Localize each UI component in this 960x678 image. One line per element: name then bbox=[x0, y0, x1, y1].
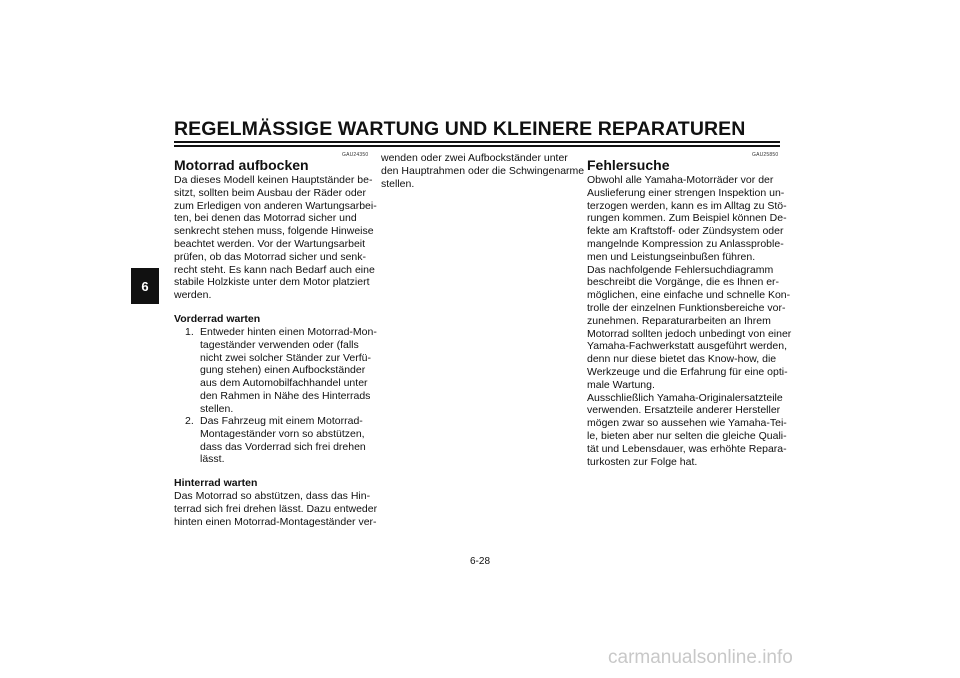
text-line: trolle der einzelnen Funktionsbereiche vor- bbox=[587, 301, 786, 314]
chapter-tab bbox=[131, 268, 159, 304]
text-line: stabile Holzkiste unter dem Motor platziert bbox=[174, 276, 370, 289]
intro-paragraph bbox=[174, 174, 377, 302]
text-line: Obwohl alle Yamaha-Motorräder vor der bbox=[587, 174, 774, 186]
text-line: beschreibt die Vorgänge, die es Ihnen er- bbox=[587, 276, 780, 289]
text-line: den Hauptrahmen oder die Schwingenarme bbox=[381, 164, 585, 177]
text-line: Werkzeuge und die Erfahrung für eine opti- bbox=[587, 365, 788, 378]
text-line: Ausschließlich Yamaha-Originalersatzteile bbox=[587, 391, 783, 404]
text-line: Da dieses Modell keinen Hauptständer be- bbox=[174, 174, 373, 186]
text-line: beachtet werden. Vor der Wartungsarbeit bbox=[174, 237, 366, 250]
step-number: 2. bbox=[185, 415, 194, 427]
text-line: gung stehen) einen Aufbockständer bbox=[200, 364, 366, 377]
text-line: turkosten zur Folge hat. bbox=[587, 455, 698, 468]
text-line: ten, bei denen das Motorrad sicher und bbox=[174, 212, 357, 225]
text-line: tageständer verwenden oder (falls bbox=[200, 338, 359, 351]
header-rule-bottom bbox=[174, 145, 780, 147]
text-line: stellen. bbox=[200, 402, 234, 415]
text-line: lässt. bbox=[200, 453, 225, 466]
header-rule-top bbox=[174, 141, 780, 143]
section-title: Motorrad aufbocken bbox=[174, 157, 309, 173]
page-number: 6-28 bbox=[469, 556, 490, 567]
text-line: zum Erledigen von anderen Wartungsarbei- bbox=[174, 199, 377, 212]
text-line: Das Fahrzeug mit einem Motorrad- bbox=[200, 415, 363, 427]
section-code: GAU25850 bbox=[752, 152, 779, 158]
text-line: Das Motorrad so abstützen, dass das Hin- bbox=[174, 490, 371, 502]
step-2 bbox=[185, 415, 366, 466]
text-line: mögen zwar so aussehen wie Yamaha-Tei- bbox=[587, 417, 787, 430]
text-line: zunehmen. Reparaturarbeiten an Ihrem bbox=[587, 314, 771, 327]
text-line: tät und Lebensdauer, was erhöhte Repara- bbox=[587, 442, 787, 455]
text-line: senkrecht stehen muss, folgende Hinweise bbox=[174, 225, 374, 238]
text-line: le, bieten aber nur selten die gleiche Quali- bbox=[587, 429, 787, 442]
chapter-tab-number: 6 bbox=[141, 278, 149, 294]
text-line: den Rahmen in Nähe des Hinterrads bbox=[200, 389, 371, 402]
text-line: terzogen werden, kann es im Alltag zu Stö- bbox=[587, 199, 787, 212]
text-line: rungen kommen. Zum Beispiel können De- bbox=[587, 212, 787, 225]
text-line: recht steht. Es kann nach Bedarf auch eine bbox=[174, 263, 375, 276]
page-title: REGELMÄSSIGE WARTUNG UND KLEINERE REPARATUREN bbox=[174, 118, 746, 140]
text-line: Montageständer vorn so abstützen, bbox=[200, 427, 365, 440]
text-line: Motorrad sollten jedoch unbedingt von einer bbox=[587, 327, 792, 340]
text-line: sitzt, sollten beim Ausbau der Räder oder bbox=[174, 186, 367, 199]
text-line: Yamaha-Fachwerkstatt ausgeführt werden, bbox=[587, 340, 787, 353]
text-line: dass das Vorderrad sich frei drehen bbox=[200, 440, 366, 453]
text-line: Auslieferung einer strengen Inspektion un- bbox=[587, 186, 785, 199]
text-line: wenden oder zwei Aufbockständer unter bbox=[381, 152, 568, 164]
text-line: möglichen, eine einfache und schnelle Kon- bbox=[587, 289, 791, 302]
section-code: GAU24350 bbox=[342, 152, 369, 158]
text-line: mangelnde Kompression zu Anlassproble- bbox=[587, 237, 784, 250]
troubleshooting-paragraph bbox=[587, 174, 791, 468]
step-1 bbox=[185, 326, 377, 416]
watermark: carmanualsonline.info bbox=[608, 647, 793, 668]
text-line: nicht zwei solcher Ständer zur Verfü- bbox=[200, 351, 371, 364]
text-line: fekte am Kraftstoff- oder Zündsystem oder bbox=[587, 225, 784, 238]
text-line: prüfen, ob das Motorrad sicher und senk- bbox=[174, 250, 367, 263]
front-wheel-heading: Vorderrad warten bbox=[174, 313, 261, 325]
text-line: Das nachfolgende Fehlersuchdiagramm bbox=[587, 263, 774, 276]
rear-wheel-paragraph bbox=[174, 490, 377, 528]
text-line: male Wartung. bbox=[587, 378, 655, 391]
text-line: verwenden. Ersatzteile anderer Hersteller bbox=[587, 404, 781, 417]
step-number: 1. bbox=[185, 326, 194, 338]
section-title: Fehlersuche bbox=[587, 157, 670, 173]
text-line: werden. bbox=[174, 289, 212, 302]
text-line: stellen. bbox=[381, 177, 415, 190]
text-line: terrad sich frei drehen lässt. Dazu entweder bbox=[174, 502, 378, 515]
text-line: hinten einen Motorrad-Montageständer ver- bbox=[174, 515, 377, 528]
text-line: denn nur diese bietet das Know-how, die bbox=[587, 353, 777, 366]
rear-wheel-heading: Hinterrad warten bbox=[174, 477, 258, 489]
text-line: aus dem Automobilfachhandel unter bbox=[200, 377, 368, 390]
text-line: men und Leistungseinbußen führen. bbox=[587, 250, 756, 263]
text-line: Entweder hinten einen Motorrad-Mon- bbox=[200, 326, 377, 338]
continuation-paragraph bbox=[381, 152, 584, 190]
